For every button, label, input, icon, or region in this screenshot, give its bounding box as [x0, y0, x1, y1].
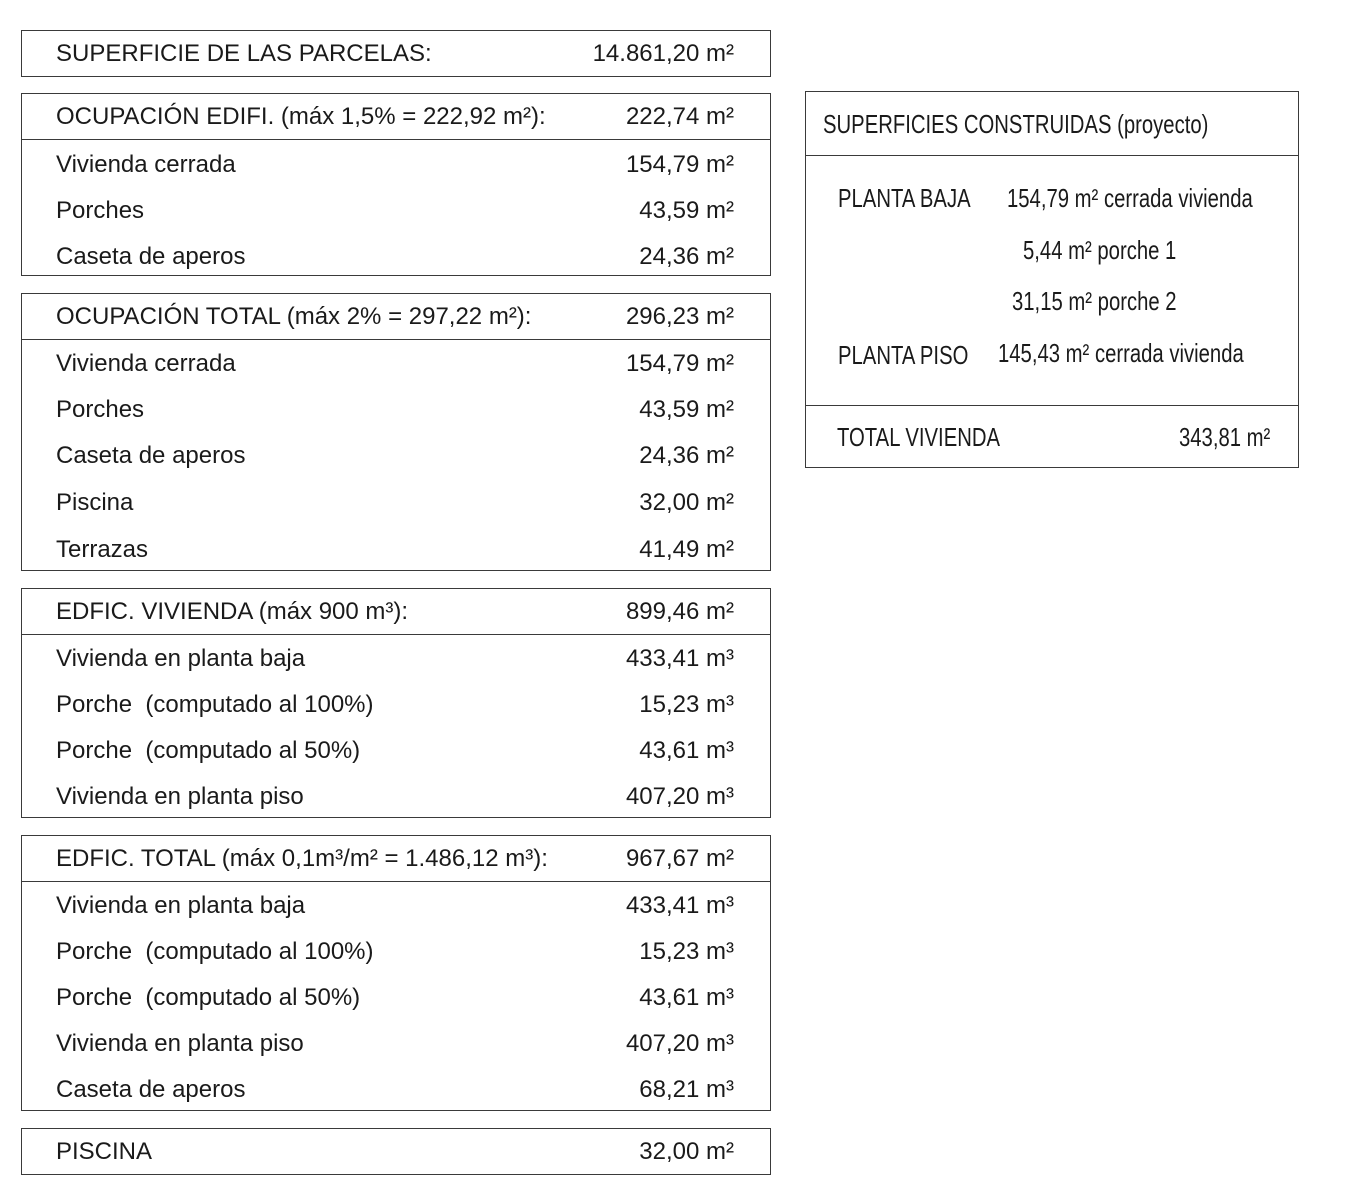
row-label: Terrazas	[56, 536, 149, 563]
divider	[22, 339, 770, 340]
row-label: Caseta de aperos	[56, 442, 246, 469]
row-value: 15,23 m³	[639, 691, 734, 718]
row-label: Porches	[56, 396, 145, 423]
row-label: Vivienda en planta piso	[56, 1030, 304, 1057]
divider	[22, 139, 770, 140]
ocupacion-edifi-header-value: 222,74 m²	[625, 103, 734, 130]
row-value: 407,20 m³	[625, 783, 734, 810]
piscina-label: PISCINA	[56, 1138, 153, 1165]
superficies-construidas-box	[805, 91, 1299, 468]
total-vivienda-label: TOTAL VIVIENDA	[837, 422, 1001, 452]
row-value: 433,41 m³	[625, 645, 734, 672]
ocupacion-total-header-value: 296,23 m²	[625, 303, 734, 330]
planta-piso-line: 145,43 m² cerrada vivienda	[998, 338, 1244, 368]
edific-total-header-value: 967,67 m²	[625, 845, 734, 872]
parcelas-label: SUPERFICIE DE LAS PARCELAS:	[56, 40, 432, 67]
row-value: 68,21 m³	[639, 1076, 734, 1103]
row-value: 43,59 m²	[639, 396, 734, 423]
row-value: 43,61 m³	[639, 737, 734, 764]
planta-baja-line: 154,79 m² cerrada vivienda	[1007, 183, 1253, 213]
divider	[806, 405, 1298, 406]
piscina-value: 32,00 m²	[639, 1138, 734, 1165]
ocupacion-edifi-box	[21, 93, 771, 276]
row-value: 154,79 m²	[625, 350, 734, 377]
row-value: 24,36 m²	[639, 243, 734, 270]
divider	[22, 634, 770, 635]
row-value: 43,59 m²	[639, 197, 734, 224]
edific-vivienda-header-label: EDFIC. VIVIENDA (máx 900 m³):	[56, 598, 409, 625]
row-value: 24,36 m²	[639, 442, 734, 469]
row-label: Piscina	[56, 489, 134, 516]
row-value: 32,00 m²	[639, 489, 734, 516]
row-label: Vivienda cerrada	[56, 151, 236, 178]
divider	[806, 155, 1298, 156]
row-label: Caseta de aperos	[56, 243, 246, 270]
row-label: Porche (computado al 100%)	[56, 691, 374, 718]
row-label: Vivienda cerrada	[56, 350, 236, 377]
row-label: Porche (computado al 100%)	[56, 938, 374, 965]
total-vivienda-value: 343,81 m²	[1179, 422, 1271, 452]
piscina-box	[21, 1128, 771, 1175]
ocupacion-edifi-header-label: OCUPACIÓN EDIFI. (máx 1,5% = 222,92 m²):	[56, 103, 546, 130]
edific-vivienda-box	[21, 588, 771, 818]
ocupacion-total-header-label: OCUPACIÓN TOTAL (máx 2% = 297,22 m²):	[56, 303, 532, 330]
row-label: Vivienda en planta baja	[56, 892, 306, 919]
edific-vivienda-header-value: 899,46 m²	[625, 598, 734, 625]
row-value: 41,49 m²	[639, 536, 734, 563]
edific-total-box	[21, 835, 771, 1111]
row-label: Porche (computado al 50%)	[56, 737, 361, 764]
row-label: Porche (computado al 50%)	[56, 984, 361, 1011]
row-value: 15,23 m³	[639, 938, 734, 965]
row-label: Vivienda en planta baja	[56, 645, 306, 672]
construidas-title: SUPERFICIES CONSTRUIDAS (proyecto)	[823, 109, 1209, 139]
planta-piso-label: PLANTA PISO	[838, 340, 969, 370]
row-value: 433,41 m³	[625, 892, 734, 919]
edific-total-header-label: EDFIC. TOTAL (máx 0,1m³/m² = 1.486,12 m³):	[56, 845, 548, 872]
planta-baja-line: 31,15 m² porche 2	[1012, 286, 1177, 316]
planta-baja-label: PLANTA BAJA	[838, 183, 971, 213]
row-value: 43,61 m³	[639, 984, 734, 1011]
ocupacion-total-box	[21, 293, 771, 571]
row-value: 154,79 m²	[625, 151, 734, 178]
row-label: Caseta de aperos	[56, 1076, 246, 1103]
divider	[22, 881, 770, 882]
row-label: Vivienda en planta piso	[56, 783, 304, 810]
planta-baja-line: 5,44 m² porche 1	[1023, 235, 1177, 265]
parcelas-value: 14.861,20 m²	[592, 40, 734, 67]
row-value: 407,20 m³	[625, 1030, 734, 1057]
row-label: Porches	[56, 197, 145, 224]
parcelas-box	[21, 30, 771, 77]
